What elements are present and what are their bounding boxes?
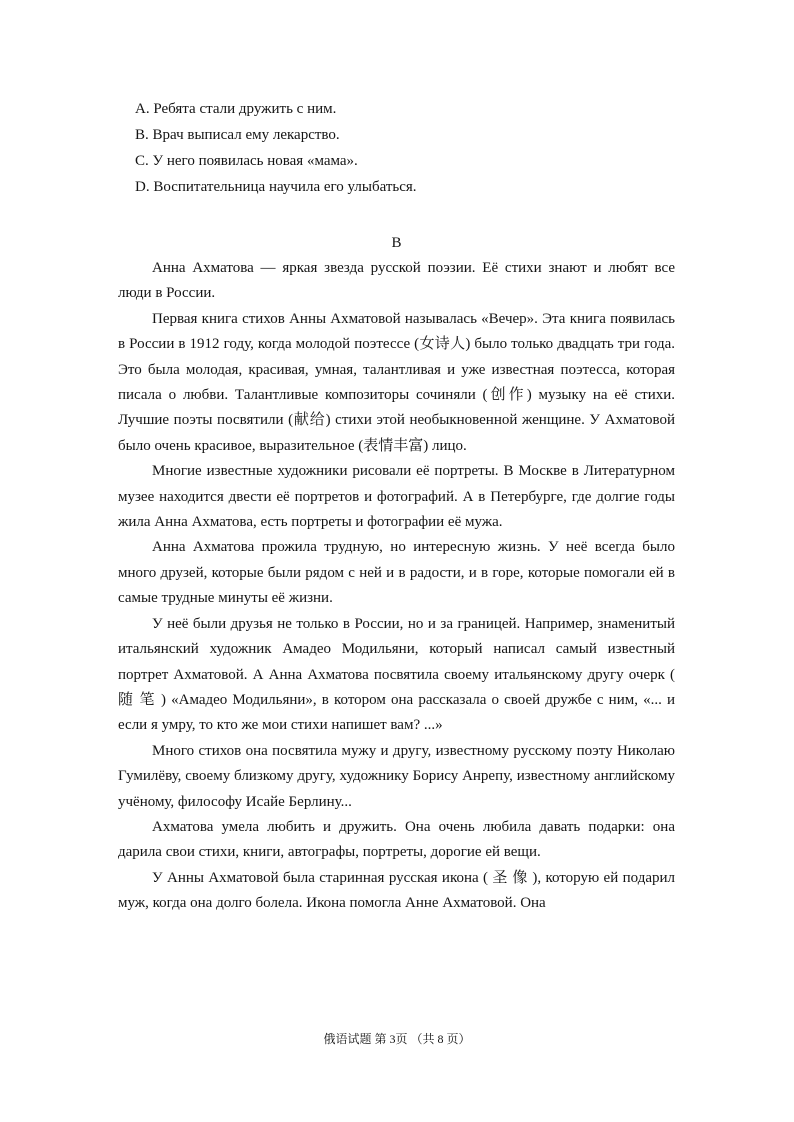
page-footer: 俄语试题 第 3页 （共 8 页） [323,1032,471,1046]
reading-text [118,256,675,917]
paragraph-6: Много стихов она посвятила мужу и другу, известному русскому поэту Николаю Гумилёву, своему близкому другу, художнику Борису Анрепу, известному английскому учёному, философу Исайе Берлину... [118,742,675,810]
paragraph-1: Анна Ахматова — яркая звезда русской поэзии. Её стихи знают и любят все люди в России. [118,260,675,302]
paragraph-2: Первая книга стихов Анны Ахматовой называлась «Вечер». Эта книга появилась в России в 1912 году, когда молодой поэтессе (女诗人) было только двадцать три года. Это была молодая, красивая, умная, талантливая и уже известная поэтесса, которая писала о любви. Талантливые композиторы сочиняли (创作) музыку на её стихи. Лучшие поэты посвятили (献给) стихи этой необыкновенной женщине. У Ахматовой было очень красивое, выразительное (表情丰富) лицо. [118,310,675,454]
answer-options [135,96,675,200]
paragraph-4: Анна Ахматова прожила трудную, но интересную жизнь. У неё всегда было много друзей, которые были рядом с ней и в радости, и в горе, которые помогали ей в самые трудные минуты её жизни. [118,539,675,607]
section-heading: B [391,235,402,251]
paragraph-8: У Анны Ахматовой была старинная русская икона ( 圣 像 ), которую ей подарил муж, когда она долго болела. Икона помогла Анне Ахматовой. Она [118,869,675,912]
page-content [118,96,675,917]
paragraph-3: Многие известные художники рисовали её портреты. В Москве в Литературном музее находится двести её портретов и фотографий. А в Петербурге, где долгие годы жила Анна Ахматова, есть портреты и фотографии её мужа. [118,463,675,531]
option-a[interactable]: A. Ребята стали дружить с ним. [135,101,337,117]
paragraph-5: У неё были друзья не только в России, но и за границей. Например, знаменитый итальянский художник Амадео Модильяни, который написал самый известный портрет Ахматовой. А Анна Ахматова посвятила своему итальянскому другу очерк ( 随 笔 ) «Амадео Модильяни», в котором она рассказала о своей дружбе с ним, «... и если я умру, то кто же мои стихи напишет вам? ...» [118,615,675,734]
option-b[interactable]: B. Врач выписал ему лекарство. [135,127,340,143]
option-c[interactable]: C. У него появилась новая «мама». [135,153,358,169]
option-d[interactable]: D. Воспитательница научила его улыбаться. [135,179,417,195]
paragraph-7: Ахматова умела любить и дружить. Она очень любила давать подарки: она дарила свои стихи, книги, автографы, портреты, дорогие ей вещи. [118,818,675,861]
